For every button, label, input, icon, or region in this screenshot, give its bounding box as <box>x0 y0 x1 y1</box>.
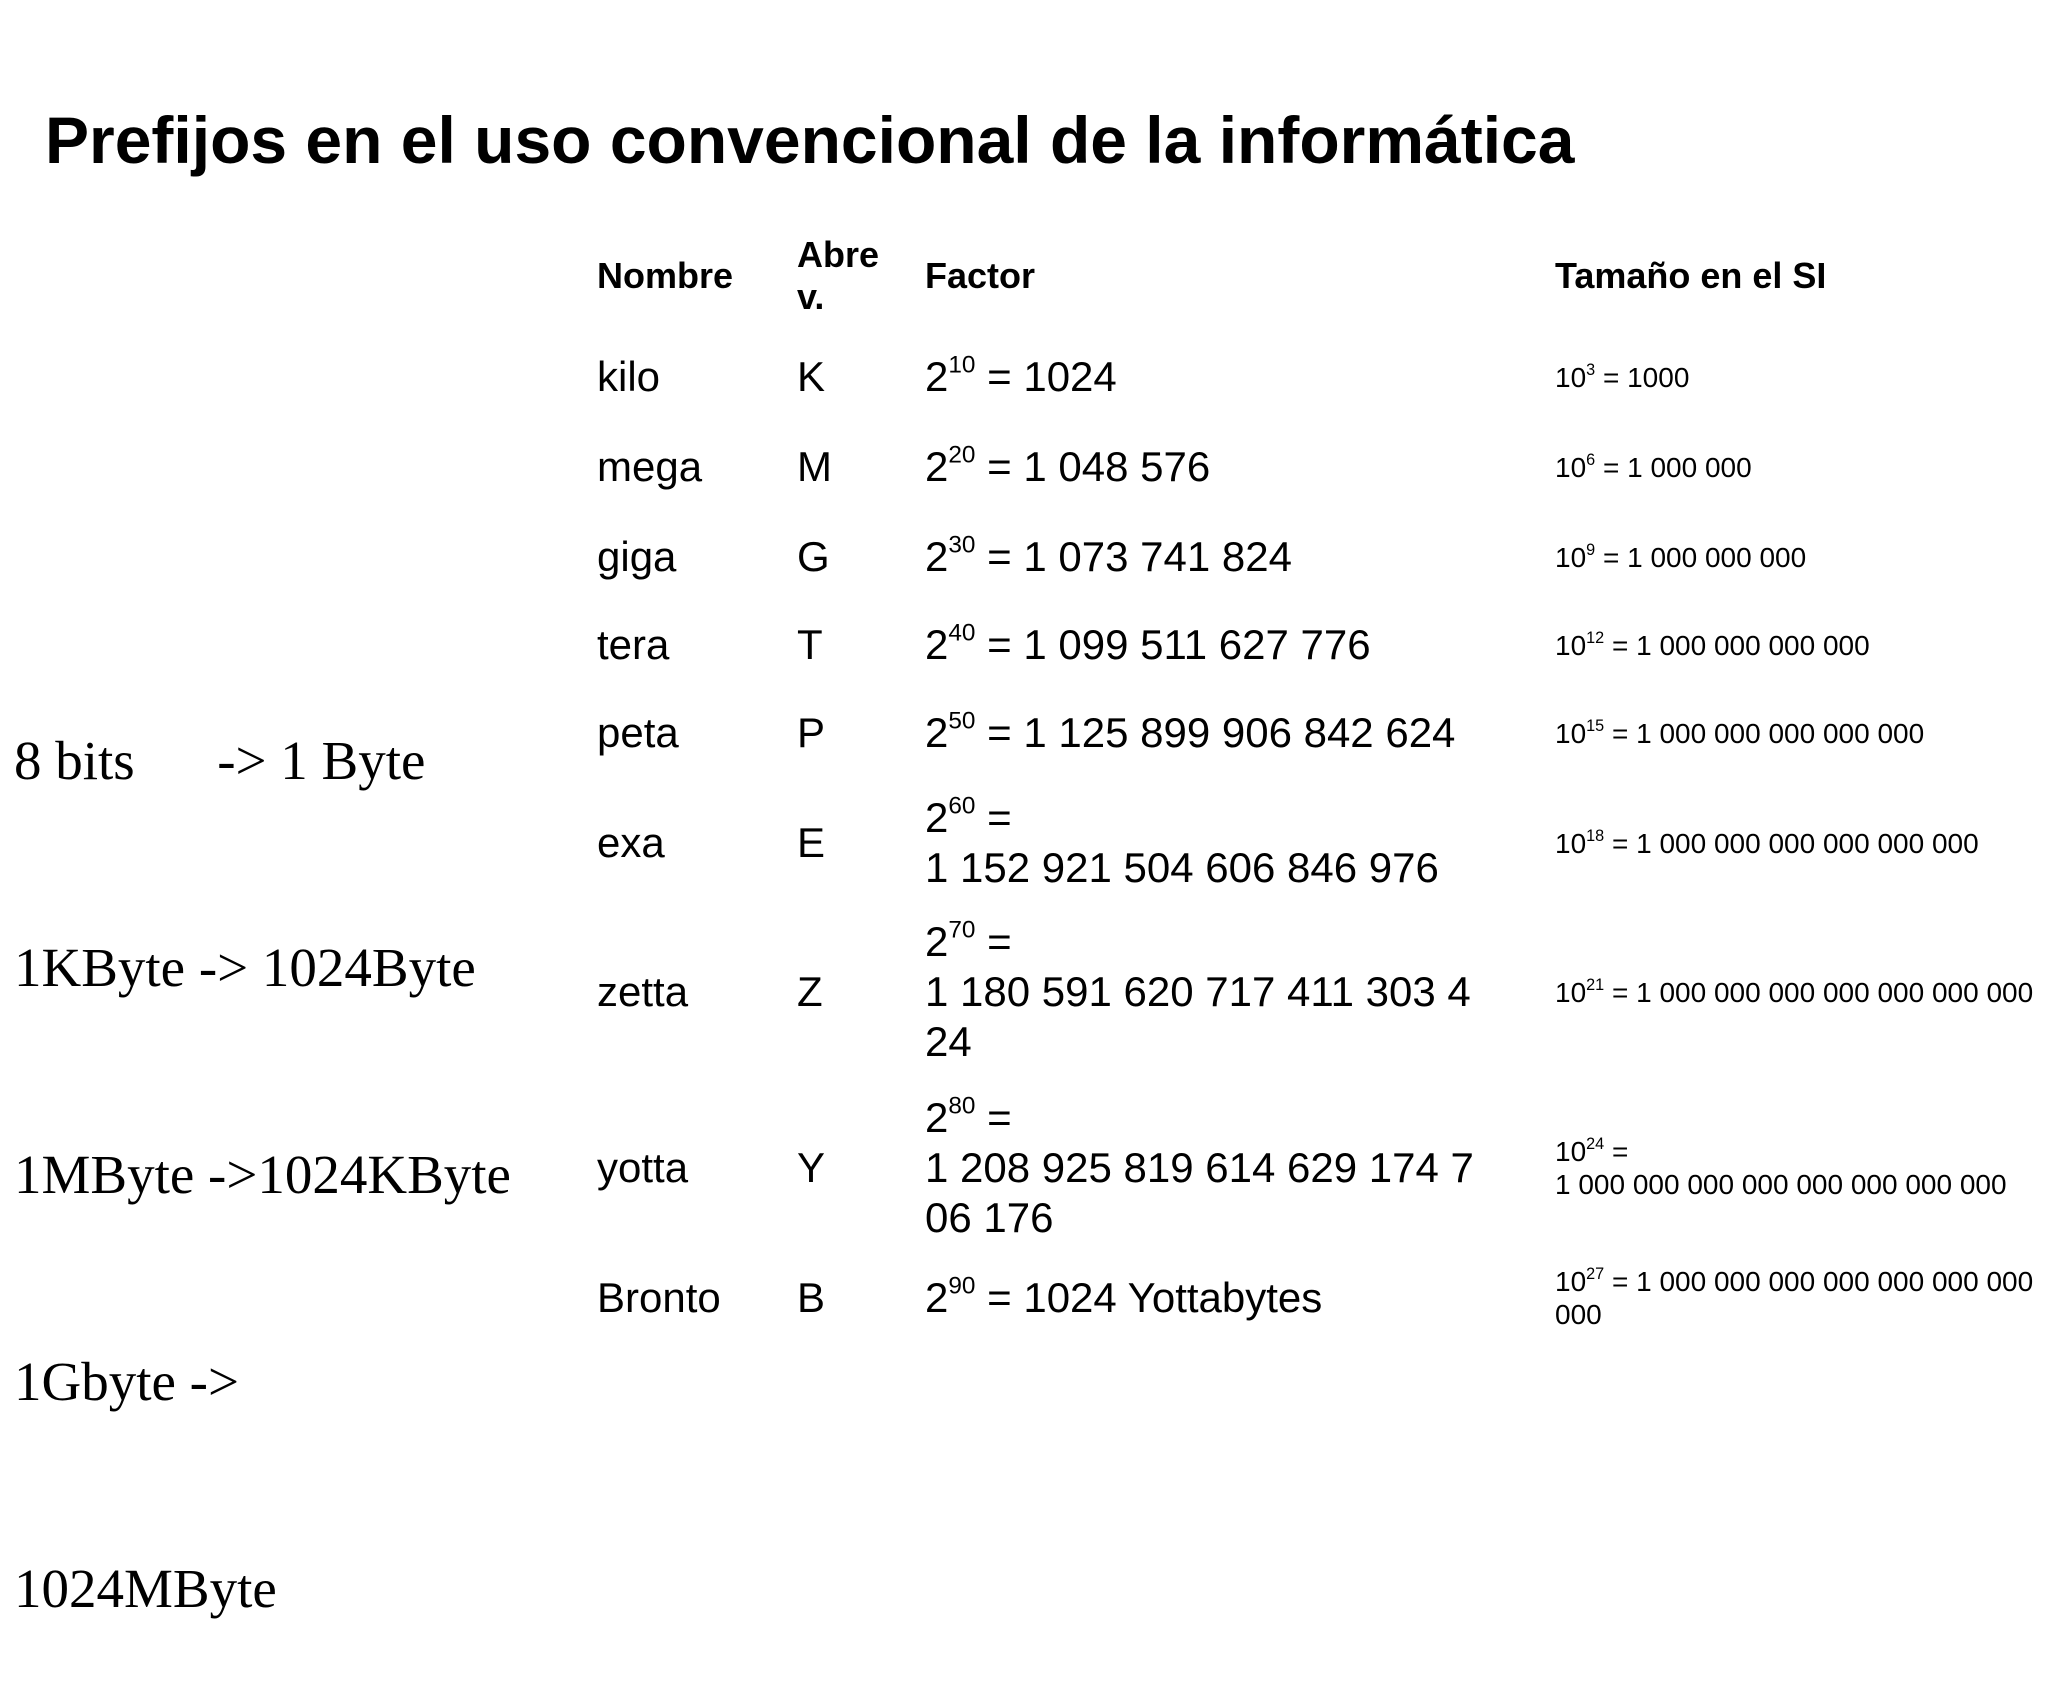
row-abrev: T <box>797 621 823 668</box>
header-abrev: Abre v. <box>797 234 880 317</box>
note-line: 1KByte -> 1024Byte <box>14 937 476 998</box>
row-nombre: kilo <box>597 353 661 400</box>
row-factor: $2^{90} = 1024$ Yottabytes <box>925 1272 1323 1321</box>
row-abrev: Y <box>797 1144 826 1191</box>
row-nombre: giga <box>597 533 677 580</box>
row-si-size: $10^6 = 1$ 000 000 <box>1555 450 1752 483</box>
row-abrev: K <box>797 353 826 400</box>
row-abrev: P <box>797 709 826 756</box>
row-factor: $2^{10} = 1024$ <box>925 351 1117 400</box>
row-nombre: mega <box>597 443 703 490</box>
row-abrev: G <box>797 533 830 580</box>
table-row <box>597 430 2048 504</box>
note-line: 1MByte ->1024KByte <box>14 1144 511 1205</box>
row-abrev: E <box>797 819 826 866</box>
row-si-size: $10^{27} = 1$ 000 000 000 000 000 000 000 000 <box>1555 1264 2034 1330</box>
table-row <box>597 784 2048 902</box>
row-abrev: B <box>797 1274 826 1321</box>
note-line: 1024MByte <box>14 1558 277 1619</box>
prefix-table <box>597 0 2048 1536</box>
row-factor: $2^{30} = 1$ 073 741 824 <box>925 531 1292 580</box>
row-abrev: Z <box>797 968 823 1015</box>
row-si-size: $10^{21} = 1$ 000 000 000 000 000 000 000 <box>1555 975 2034 1008</box>
row-si-size: $10^3 = 1000$ <box>1555 360 1690 393</box>
table-row <box>597 912 2048 1072</box>
slide-title: Prefijos en el uso convencional de la informática <box>45 103 1575 177</box>
row-si-size: $10^{12} = 1$ 000 000 000 000 <box>1555 628 1870 661</box>
row-nombre: exa <box>597 819 665 866</box>
table-row <box>597 1088 2048 1248</box>
row-factor: $2^{80}$ = 1 208 925 819 614 629 174 7 06 176 <box>925 1092 1474 1241</box>
row-nombre: Bronto <box>597 1274 721 1321</box>
row-factor: $2^{40} = 1$ 099 511 627 776 <box>925 619 1371 668</box>
row-si-size: $10^{18} = 1$ 000 000 000 000 000 000 <box>1555 826 1979 859</box>
row-factor: $2^{50} = 1$ 125 899 906 842 624 <box>925 707 1456 756</box>
note-line: 8 bits -> 1 Byte <box>14 730 426 791</box>
row-factor: $2^{60}$ = 1 152 921 504 606 846 976 <box>925 792 1439 891</box>
table-row <box>597 696 2048 770</box>
table-row <box>597 1260 2048 1336</box>
row-abrev: M <box>797 443 832 490</box>
row-si-size: $10^{24}$ = 1 000 000 000 000 000 000 000 000 <box>1555 1134 2007 1200</box>
header-si-size: Tamaño en el SI <box>1555 255 1827 296</box>
table-row <box>597 340 2048 414</box>
row-nombre: peta <box>597 709 679 756</box>
byte-conversion-notes <box>14 588 511 1692</box>
note-line: 1Gbyte -> <box>14 1351 239 1412</box>
header-factor: Factor <box>925 255 1036 296</box>
row-factor: $2^{70}$ = 1 180 591 620 717 411 303 4 24 <box>925 916 1471 1065</box>
header-nombre: Nombre <box>597 255 734 296</box>
row-si-size: $10^{15} = 1$ 000 000 000 000 000 <box>1555 716 1925 749</box>
row-nombre: yotta <box>597 1144 689 1191</box>
row-nombre: zetta <box>597 968 689 1015</box>
row-factor: $2^{20} = 1$ 048 576 <box>925 441 1211 490</box>
row-nombre: tera <box>597 621 670 668</box>
table-row <box>597 520 2048 594</box>
row-si-size: $10^9 = 1$ 000 000 000 <box>1555 540 1807 573</box>
table-row <box>597 608 2048 682</box>
